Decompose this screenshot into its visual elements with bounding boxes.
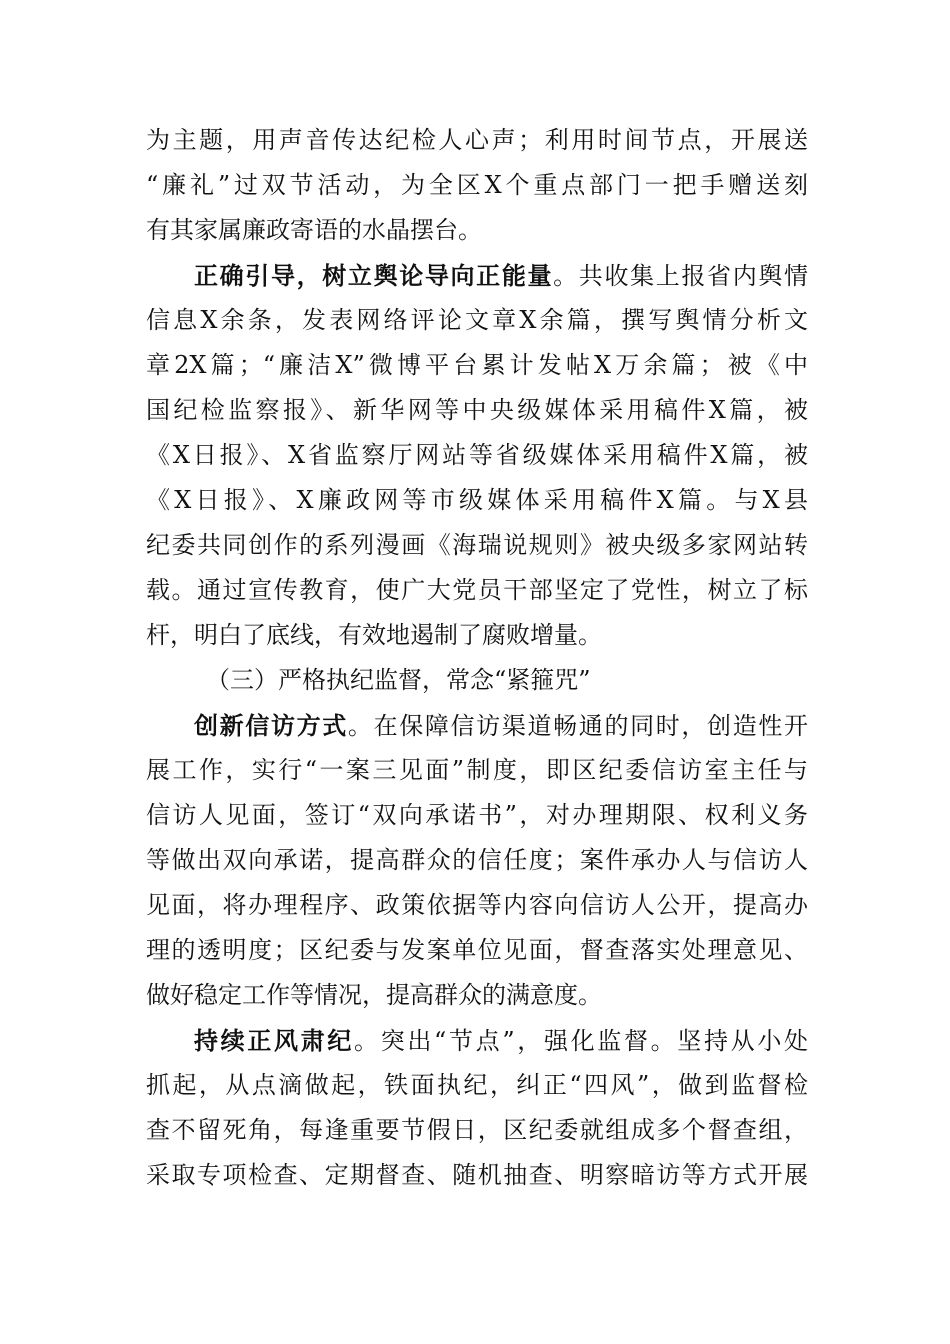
text-line: 有其家属廉政寄语的水晶摆台。 (146, 216, 482, 244)
paragraph-start-line: 创新信访方式。在保障信访渠道畅通的同时，创造性开 (194, 711, 808, 740)
text-line: 载。通过宣传教育，使广大党员干部坚定了党性，树立了标 (146, 576, 808, 604)
text-line: 理的透明度；区纪委与发案单位见面，督查落实处理意见、 (146, 936, 808, 964)
text-line: 采取专项检查、定期督查、随机抽查、明察暗访等方式开展 (146, 1161, 808, 1189)
paragraph-lead-heading: 持续正风肃纪 (194, 1026, 355, 1055)
text-line: 展工作，实行“一案三见面”制度，即区纪委信访室主任与 (146, 756, 808, 784)
text-line: 杆，明白了底线，有效地遏制了腐败增量。 (146, 621, 602, 649)
text-line: 查不留死角，每逢重要节假日，区纪委就组成多个督查组， (146, 1116, 808, 1144)
text-line: 见面，将办理程序、政策依据等内容向信访人公开，提高办 (146, 891, 808, 919)
text-line: 《X日报》、X廉政网等市级媒体采用稿件X篇。与X县 (146, 486, 808, 514)
section-heading: （三）严格执纪监督，常念“紧箍咒” (206, 666, 591, 694)
paragraph-lead-heading: 创新信访方式 (194, 711, 348, 740)
paragraph-start-line: 持续正风肃纪。突出“节点”，强化监督。坚持从小处 (194, 1026, 808, 1055)
text-line: 信息X余条，发表网络评论文章X余篇，撰写舆情分析文 (146, 306, 808, 334)
text-line: 等做出双向承诺，提高群众的信任度；案件承办人与信访人 (146, 846, 808, 874)
text-line: 纪委共同创作的系列漫画《海瑞说规则》被央级多家网站转 (146, 531, 808, 559)
document-body (146, 118, 808, 1198)
paragraph-start-line: 正确引导，树立舆论导向正能量。共收集上报省内舆情 (194, 261, 808, 290)
text-line: 《X日报》、X省监察厅网站等省级媒体采用稿件X篇，被 (146, 441, 808, 469)
text-line: 做好稳定工作等情况，提高群众的满意度。 (146, 981, 602, 1009)
text-line: 国纪检监察报》、新华网等中央级媒体采用稿件X篇，被 (146, 396, 808, 424)
text-line: 为主题，用声音传达纪检人心声；利用时间节点，开展送 (146, 126, 808, 154)
paragraph-lead-heading: 正确引导，树立舆论导向正能量 (194, 261, 554, 290)
text-line: 信访人见面，签订“双向承诺书”，对办理期限、权利义务 (146, 801, 808, 829)
text-line: 章2X篇；“廉洁X”微博平台累计发帖X万余篇；被《中 (146, 351, 808, 379)
text-line: “廉礼”过双节活动，为全区X个重点部门一把手赠送刻 (146, 171, 808, 199)
text-line: 抓起，从点滴做起，铁面执纪，纠正“四风”，做到监督检 (146, 1071, 808, 1099)
